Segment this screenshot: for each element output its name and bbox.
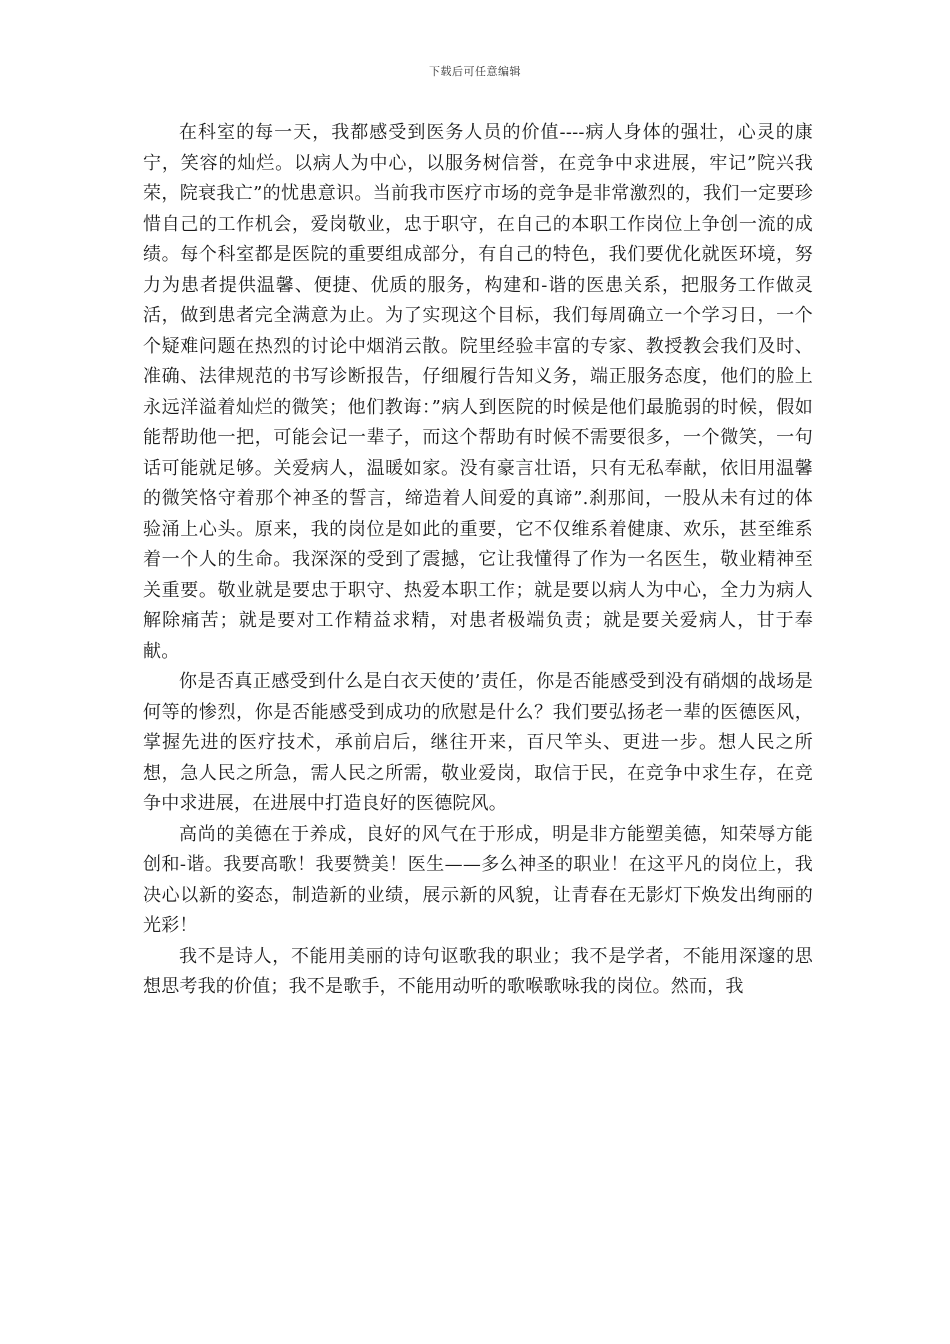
paragraph: 在科室的每一天，我都感受到医务人员的价值----病人身体的强壮，心灵的康宁，笑容的灿烂。以病人为中心，以服务树信誉，在竞争中求进展，牢记”院兴我荣，院衰我亡”的忧患意识。当前我市医疗市场的竞争是非常激烈的，我们一定要珍惜自己的工作机会，爱岗敬业，忠于职守，在自己的本职工作岗位上争创一流的成绩。每个科室都是医院的重要组成部分，有自己的特色，我们要优化就医环境，努力为患者提供温馨、便捷、优质的服务，构建和-谐的医患关系，把服务工作做灵活，做到患者完全满意为止。为了实现这个目标，我们每周确立一个学习日，一个个疑难问题在热烈的讨论中烟消云散。院里经验丰富的专家、教授教会我们及时、准确、法律规范的书写诊断报告，仔细履行告知义务，端正服务态度，他们的脸上永远洋溢着灿烂的微笑；他们教诲：”病人到医院的时候是他们最脆弱的时候，假如能帮助他一把，可能会记一辈子，而这个帮助有时候不需要很多，一个微笑，一句话可能就足够。关爱病人，温暖如家。没有豪言壮语，只有无私奉献，依旧用温馨的微笑恪守着那个神圣的誓言，缔造着人间爱的真谛”.刹那间，一股从未有过的体验涌上心头。原来，我的岗位是如此的重要，它不仅维系着健康、欢乐，甚至维系着一个人的生命。我深深的受到了震撼，它让我懂得了作为一名医生，敬业精神至关重要。敬业就是要忠于职守、热爱本职工作；就是要以病人为中心，全力为病人解除痛苦；就是要对工作精益求精，对患者极端负责；就是要关爱病人，甘于奉献。 xyxy=(143,122,813,662)
paragraph: 我不是诗人，不能用美丽的诗句讴歌我的职业；我不是学者，不能用深邃的思想思考我的价值；我不是歌手，不能用动听的歌喉歌咏我的岗位。然而，我 xyxy=(143,945,813,997)
document-body xyxy=(143,118,813,1003)
paragraph: 你是否真正感受到什么是白衣天使的’责任，你是否能感受到没有硝烟的战场是何等的惨烈，你是否能感受到成功的欣慰是什么？我们要弘扬老一辈的医德医风，掌握先进的医疗技术，承前启后，继往开来，百尺竿头、更进一步。想人民之所想，急人民之所急，需人民之所需，敬业爱岗，取信于民，在竞争中求生存，在竞争中求进展，在进展中打造良好的医德院风。 xyxy=(143,671,813,814)
page-header: 下载后可任意编辑 xyxy=(429,65,521,78)
paragraph: 高尚的美德在于养成，良好的风气在于形成，明是非方能塑美德，知荣辱方能创和-谐。我要高歌！我要赞美！医生——多么神圣的职业！在这平凡的岗位上，我决心以新的姿态，制造新的业绩，展示新的风貌，让青春在无影灯下焕发出绚丽的光彩！ xyxy=(143,823,813,936)
